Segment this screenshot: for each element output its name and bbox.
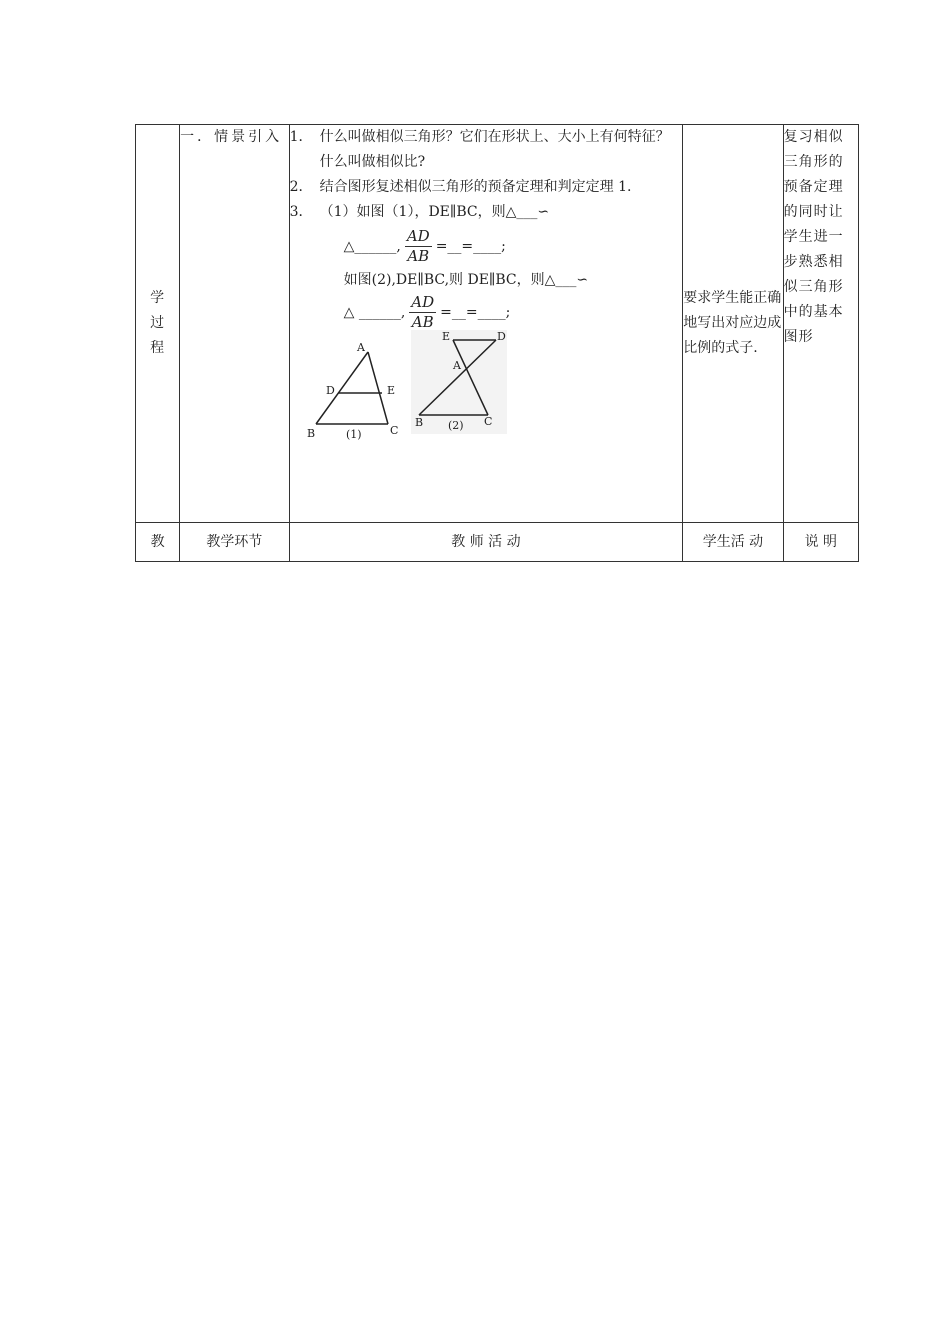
- figure2-question: 如图(2),DE∥BC,则 DE∥BC，则△___∽: [343, 272, 589, 288]
- header-label: 教学环节: [206, 533, 263, 550]
- figure-1: [304, 340, 400, 440]
- section-char: 程: [150, 340, 166, 356]
- formula-line: [290, 268, 683, 293]
- list-item: [290, 175, 683, 200]
- fraction: [405, 227, 432, 266]
- blank-text: △ ______,: [343, 304, 406, 321]
- header-cell: [289, 523, 683, 562]
- student-requirement: 要求学生能正确地写出对应边成比例的式子.: [683, 290, 782, 356]
- blank-text: =__=____;: [435, 238, 506, 255]
- label-b: B: [414, 416, 423, 429]
- figure-2: [411, 330, 507, 434]
- header-cell: [180, 523, 289, 562]
- side-ab: [316, 352, 368, 424]
- content-row: [136, 125, 859, 523]
- label-d: D: [496, 330, 506, 343]
- blank-text: =__=____;: [440, 304, 511, 321]
- label-c: C: [483, 415, 493, 428]
- list-item: [290, 200, 683, 225]
- section-char: 学: [150, 290, 166, 306]
- header-label: 学生活 动: [702, 533, 764, 550]
- item-text: （1）如图（1），DE∥BC，则△___∽: [319, 204, 550, 220]
- item-number: 2．: [289, 179, 313, 195]
- header-cell: [683, 523, 783, 562]
- section-char: 过: [150, 315, 166, 331]
- figure-caption: (2): [447, 419, 464, 432]
- item-text: 什么叫做相似三角形？它们在形状上、大小上有何特征？什么叫做相似比?: [319, 129, 670, 170]
- fraction-denominator: AB: [411, 313, 434, 331]
- fraction-numerator: AD: [406, 227, 430, 245]
- figure-caption: (1): [345, 428, 362, 440]
- list-item: [290, 125, 683, 175]
- header-label: 教 师 活 动: [451, 533, 521, 550]
- stage-cell: [180, 125, 289, 523]
- label-e: E: [441, 330, 450, 343]
- label-e: E: [386, 384, 395, 397]
- item-number: 3．: [289, 204, 313, 220]
- header-label: 教: [150, 533, 165, 550]
- fraction: [409, 293, 436, 332]
- formula-line: [290, 293, 683, 332]
- formula-line: [290, 227, 683, 266]
- label-a: A: [452, 359, 461, 372]
- stage-text: 一．情景引入: [180, 129, 283, 145]
- label-c: C: [389, 424, 399, 437]
- item-number: 1．: [289, 129, 313, 145]
- label-b: B: [306, 427, 315, 440]
- header-row: [136, 523, 859, 562]
- item-text: 结合图形复述相似三角形的预备定理和判定定理 1.: [319, 179, 632, 195]
- header-cell: [136, 523, 180, 562]
- lesson-plan-table: [135, 124, 859, 562]
- note-text: 复习相似三角形的预备定理的同时让学生进一步熟悉相似三角形中的基本图形: [783, 129, 844, 345]
- label-d: D: [325, 384, 335, 397]
- fraction-denominator: AB: [407, 247, 430, 265]
- student-activity-cell: [683, 125, 783, 523]
- header-label: 说 明: [804, 533, 838, 550]
- blank-text: △______,: [343, 238, 401, 255]
- teacher-activity-cell: [289, 125, 683, 523]
- header-cell: [783, 523, 858, 562]
- side-ac: [368, 352, 388, 424]
- figures: [290, 330, 683, 456]
- section-label: [136, 125, 180, 523]
- note-cell: [783, 125, 858, 523]
- fraction-numerator: AD: [411, 293, 435, 311]
- label-a: A: [356, 341, 365, 354]
